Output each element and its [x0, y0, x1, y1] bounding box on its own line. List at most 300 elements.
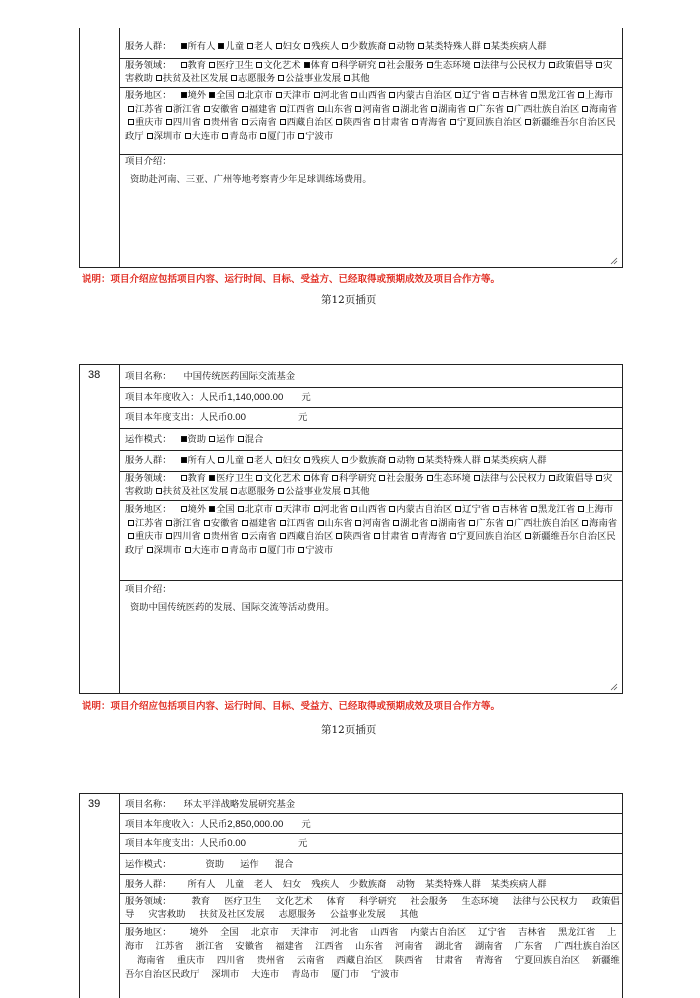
option-crowd-0[interactable]	[188, 879, 216, 890]
option-region-27[interactable]	[277, 531, 334, 542]
option-region-4[interactable]	[311, 504, 349, 515]
checkbox-icon[interactable]	[209, 92, 215, 98]
checkbox-icon[interactable]	[260, 547, 266, 553]
checkbox-icon[interactable]	[204, 520, 210, 526]
option-crowd-3[interactable]	[273, 41, 302, 52]
option-region-22[interactable]	[579, 104, 617, 115]
option-region-9[interactable]	[558, 927, 595, 938]
option-region-19[interactable]	[475, 941, 503, 952]
checkbox-icon[interactable]	[578, 506, 584, 512]
checkbox-icon[interactable]	[242, 119, 248, 125]
checkbox-icon[interactable]	[222, 547, 228, 553]
option-field-5[interactable]	[410, 896, 447, 907]
option-region-23[interactable]	[177, 955, 205, 966]
option-region-1[interactable]	[206, 90, 235, 101]
checkbox-icon[interactable]	[181, 62, 187, 68]
checkbox-icon[interactable]	[493, 92, 499, 98]
option-crowd-2[interactable]	[254, 879, 273, 890]
option-region-28[interactable]	[333, 117, 371, 128]
option-region-12[interactable]	[163, 104, 201, 115]
option-field-2[interactable]	[253, 60, 300, 71]
option-field-0[interactable]	[192, 896, 211, 907]
option-crowd-5[interactable]	[339, 41, 386, 52]
checkbox-icon[interactable]	[525, 119, 531, 125]
checkbox-icon[interactable]	[493, 506, 499, 512]
checkbox-icon[interactable]	[582, 520, 588, 526]
option-region-11[interactable]	[125, 104, 163, 115]
checkbox-icon[interactable]	[318, 520, 324, 526]
option-region-20[interactable]	[466, 518, 504, 529]
checkbox-icon[interactable]	[507, 520, 513, 526]
option-field-2[interactable]	[253, 473, 300, 484]
option-region-23[interactable]	[125, 117, 163, 128]
checkbox-icon[interactable]	[280, 119, 286, 125]
option-crowd-0[interactable]	[178, 455, 216, 466]
checkbox-icon[interactable]	[276, 43, 282, 49]
checkbox-icon[interactable]	[247, 457, 253, 463]
checkbox-icon[interactable]	[181, 43, 187, 49]
checkbox-icon[interactable]	[412, 533, 418, 539]
checkbox-icon[interactable]	[209, 62, 215, 68]
option-region-30[interactable]	[475, 955, 503, 966]
checkbox-icon[interactable]	[238, 506, 244, 512]
option-region-33[interactable]	[211, 969, 239, 980]
checkbox-icon[interactable]	[582, 106, 588, 112]
checkbox-icon[interactable]	[166, 520, 172, 526]
option-mode-2[interactable]	[235, 434, 264, 445]
checkbox-icon[interactable]	[531, 92, 537, 98]
option-region-13[interactable]	[235, 941, 263, 952]
option-region-2[interactable]	[235, 90, 273, 101]
option-field-3[interactable]	[327, 896, 346, 907]
checkbox-icon[interactable]	[418, 457, 424, 463]
checkbox-icon[interactable]	[128, 119, 134, 125]
checkbox-icon[interactable]	[484, 43, 490, 49]
option-region-8[interactable]	[490, 90, 528, 101]
option-field-4[interactable]	[329, 473, 376, 484]
checkbox-icon[interactable]	[389, 43, 395, 49]
option-region-21[interactable]	[504, 518, 579, 529]
checkbox-icon[interactable]	[181, 506, 187, 512]
checkbox-icon[interactable]	[412, 119, 418, 125]
checkbox-icon[interactable]	[276, 506, 282, 512]
option-region-9[interactable]	[528, 90, 575, 101]
option-field-1[interactable]	[224, 896, 261, 907]
option-region-28[interactable]	[333, 531, 371, 542]
option-mode-0[interactable]	[178, 434, 207, 445]
option-region-24[interactable]	[163, 117, 201, 128]
option-field-13[interactable]	[341, 486, 370, 497]
option-region-26[interactable]	[239, 117, 277, 128]
option-region-8[interactable]	[518, 927, 546, 938]
option-crowd-4[interactable]	[301, 41, 339, 52]
option-region-0[interactable]	[190, 927, 209, 938]
checkbox-icon[interactable]	[393, 106, 399, 112]
checkbox-icon[interactable]	[128, 533, 134, 539]
option-field-0[interactable]	[178, 60, 207, 71]
option-crowd-5[interactable]	[349, 879, 386, 890]
option-region-25[interactable]	[257, 955, 285, 966]
option-crowd-7[interactable]	[415, 455, 481, 466]
option-region-15[interactable]	[277, 104, 315, 115]
option-field-1[interactable]	[206, 473, 253, 484]
option-region-24[interactable]	[163, 531, 201, 542]
option-crowd-5[interactable]	[339, 455, 386, 466]
checkbox-icon[interactable]	[147, 133, 153, 139]
option-field-8[interactable]	[546, 473, 593, 484]
checkbox-icon[interactable]	[531, 506, 537, 512]
checkbox-icon[interactable]	[280, 106, 286, 112]
checkbox-icon[interactable]	[280, 520, 286, 526]
option-region-37[interactable]	[295, 131, 333, 142]
checkbox-icon[interactable]	[427, 62, 433, 68]
checkbox-icon[interactable]	[204, 106, 210, 112]
option-region-35[interactable]	[291, 969, 319, 980]
option-region-29[interactable]	[435, 955, 463, 966]
checkbox-icon[interactable]	[474, 62, 480, 68]
option-region-3[interactable]	[291, 927, 319, 938]
checkbox-icon[interactable]	[298, 547, 304, 553]
option-crowd-3[interactable]	[273, 455, 302, 466]
checkbox-icon[interactable]	[469, 106, 475, 112]
checkbox-icon[interactable]	[280, 533, 286, 539]
checkbox-icon[interactable]	[596, 475, 602, 481]
option-crowd-1[interactable]	[215, 455, 244, 466]
option-crowd-0[interactable]	[178, 41, 216, 52]
checkbox-icon[interactable]	[222, 133, 228, 139]
option-region-14[interactable]	[239, 104, 277, 115]
checkbox-icon[interactable]	[181, 457, 187, 463]
option-region-24[interactable]	[217, 955, 245, 966]
option-region-2[interactable]	[251, 927, 279, 938]
option-field-4[interactable]	[359, 896, 396, 907]
option-region-17[interactable]	[352, 104, 390, 115]
option-region-18[interactable]	[435, 941, 463, 952]
option-field-3[interactable]	[301, 473, 330, 484]
checkbox-icon[interactable]	[431, 106, 437, 112]
option-region-25[interactable]	[201, 531, 239, 542]
checkbox-icon[interactable]	[278, 75, 284, 81]
checkbox-icon[interactable]	[181, 92, 187, 98]
option-crowd-1[interactable]	[225, 879, 244, 890]
option-region-28[interactable]	[395, 955, 423, 966]
checkbox-icon[interactable]	[549, 62, 555, 68]
option-field-12[interactable]	[275, 73, 341, 84]
checkbox-icon[interactable]	[336, 533, 342, 539]
option-region-37[interactable]	[371, 969, 399, 980]
option-region-35[interactable]	[219, 131, 257, 142]
checkbox-icon[interactable]	[342, 457, 348, 463]
option-region-11[interactable]	[156, 941, 184, 952]
checkbox-icon[interactable]	[276, 92, 282, 98]
option-region-34[interactable]	[182, 545, 220, 556]
checkbox-icon[interactable]	[128, 520, 134, 526]
checkbox-icon[interactable]	[238, 436, 244, 442]
checkbox-icon[interactable]	[389, 506, 395, 512]
checkbox-icon[interactable]	[389, 92, 395, 98]
option-region-36[interactable]	[257, 545, 295, 556]
option-region-11[interactable]	[125, 518, 163, 529]
option-region-16[interactable]	[315, 518, 353, 529]
checkbox-icon[interactable]	[181, 475, 187, 481]
option-region-6[interactable]	[386, 90, 452, 101]
option-field-5[interactable]	[376, 60, 423, 71]
option-crowd-6[interactable]	[386, 41, 415, 52]
option-region-15[interactable]	[315, 941, 343, 952]
checkbox-icon[interactable]	[242, 520, 248, 526]
checkbox-icon[interactable]	[166, 533, 172, 539]
option-crowd-4[interactable]	[301, 455, 339, 466]
option-region-29[interactable]	[371, 531, 409, 542]
option-crowd-4[interactable]	[311, 879, 339, 890]
option-region-0[interactable]	[178, 504, 207, 515]
checkbox-icon[interactable]	[474, 475, 480, 481]
checkbox-icon[interactable]	[351, 92, 357, 98]
option-region-14[interactable]	[275, 941, 303, 952]
option-crowd-8[interactable]	[481, 455, 547, 466]
checkbox-icon[interactable]	[379, 62, 385, 68]
checkbox-icon[interactable]	[314, 92, 320, 98]
option-field-7[interactable]	[471, 60, 546, 71]
option-crowd-6[interactable]	[386, 455, 415, 466]
checkbox-icon[interactable]	[276, 457, 282, 463]
option-region-21[interactable]	[504, 104, 579, 115]
checkbox-icon[interactable]	[469, 520, 475, 526]
option-region-13[interactable]	[201, 104, 239, 115]
option-region-1[interactable]	[206, 504, 235, 515]
option-region-13[interactable]	[201, 518, 239, 529]
option-region-30[interactable]	[409, 531, 447, 542]
option-region-2[interactable]	[235, 504, 273, 515]
checkbox-icon[interactable]	[260, 133, 266, 139]
checkbox-icon[interactable]	[332, 475, 338, 481]
option-region-9[interactable]	[528, 504, 575, 515]
option-field-13[interactable]	[341, 73, 370, 84]
option-field-11[interactable]	[228, 73, 275, 84]
checkbox-icon[interactable]	[393, 520, 399, 526]
resize-grip-icon[interactable]	[610, 257, 618, 265]
option-mode-0[interactable]	[206, 859, 225, 870]
option-region-4[interactable]	[331, 927, 359, 938]
option-region-5[interactable]	[348, 504, 386, 515]
checkbox-icon[interactable]	[455, 92, 461, 98]
option-region-37[interactable]	[295, 545, 333, 556]
option-region-36[interactable]	[331, 969, 359, 980]
option-region-8[interactable]	[490, 504, 528, 515]
checkbox-icon[interactable]	[344, 488, 350, 494]
checkbox-icon[interactable]	[351, 506, 357, 512]
option-region-3[interactable]	[273, 90, 311, 101]
option-crowd-8[interactable]	[481, 41, 547, 52]
option-region-26[interactable]	[297, 955, 325, 966]
option-region-20[interactable]	[466, 104, 504, 115]
option-region-25[interactable]	[201, 117, 239, 128]
checkbox-icon[interactable]	[242, 106, 248, 112]
checkbox-icon[interactable]	[355, 520, 361, 526]
option-field-13[interactable]	[400, 909, 419, 920]
checkbox-icon[interactable]	[336, 119, 342, 125]
option-field-11[interactable]	[228, 486, 275, 497]
option-region-7[interactable]	[478, 927, 506, 938]
checkbox-icon[interactable]	[156, 75, 162, 81]
option-field-0[interactable]	[178, 473, 207, 484]
option-crowd-6[interactable]	[396, 879, 415, 890]
checkbox-icon[interactable]	[450, 533, 456, 539]
checkbox-icon[interactable]	[231, 488, 237, 494]
checkbox-icon[interactable]	[596, 62, 602, 68]
option-region-31[interactable]	[447, 117, 522, 128]
option-region-22[interactable]	[579, 518, 617, 529]
resize-grip-icon[interactable]	[610, 683, 618, 691]
option-region-27[interactable]	[337, 955, 384, 966]
checkbox-icon[interactable]	[578, 92, 584, 98]
checkbox-icon[interactable]	[314, 506, 320, 512]
option-field-4[interactable]	[329, 60, 376, 71]
checkbox-icon[interactable]	[431, 520, 437, 526]
option-region-20[interactable]	[515, 941, 543, 952]
option-mode-1[interactable]	[240, 859, 259, 870]
checkbox-icon[interactable]	[355, 106, 361, 112]
checkbox-icon[interactable]	[209, 506, 215, 512]
option-region-10[interactable]	[575, 504, 613, 515]
checkbox-icon[interactable]	[181, 436, 187, 442]
option-region-7[interactable]	[452, 504, 490, 515]
option-crowd-2[interactable]	[244, 41, 273, 52]
option-region-30[interactable]	[409, 117, 447, 128]
option-region-26[interactable]	[239, 531, 277, 542]
option-region-7[interactable]	[452, 90, 490, 101]
checkbox-icon[interactable]	[342, 43, 348, 49]
option-region-35[interactable]	[219, 545, 257, 556]
checkbox-icon[interactable]	[204, 533, 210, 539]
checkbox-icon[interactable]	[379, 475, 385, 481]
checkbox-icon[interactable]	[374, 533, 380, 539]
checkbox-icon[interactable]	[209, 475, 215, 481]
option-region-31[interactable]	[515, 955, 580, 966]
option-region-12[interactable]	[196, 941, 224, 952]
checkbox-icon[interactable]	[185, 133, 191, 139]
option-field-5[interactable]	[376, 473, 423, 484]
option-crowd-7[interactable]	[415, 41, 481, 52]
option-region-6[interactable]	[386, 504, 452, 515]
option-region-21[interactable]	[555, 941, 620, 952]
option-field-10[interactable]	[153, 486, 228, 497]
checkbox-icon[interactable]	[278, 488, 284, 494]
checkbox-icon[interactable]	[247, 43, 253, 49]
checkbox-icon[interactable]	[218, 457, 224, 463]
option-region-5[interactable]	[348, 90, 386, 101]
checkbox-icon[interactable]	[304, 457, 310, 463]
checkbox-icon[interactable]	[389, 457, 395, 463]
option-region-10[interactable]	[575, 90, 613, 101]
option-region-33[interactable]	[144, 545, 182, 556]
checkbox-icon[interactable]	[304, 475, 310, 481]
checkbox-icon[interactable]	[525, 533, 531, 539]
option-region-12[interactable]	[163, 518, 201, 529]
option-field-10[interactable]	[153, 73, 228, 84]
option-region-33[interactable]	[144, 131, 182, 142]
option-region-19[interactable]	[428, 518, 466, 529]
option-region-3[interactable]	[273, 504, 311, 515]
option-field-3[interactable]	[301, 60, 330, 71]
option-crowd-3[interactable]	[283, 879, 302, 890]
option-field-12[interactable]	[330, 909, 386, 920]
option-field-7[interactable]	[513, 896, 578, 907]
option-field-12[interactable]	[275, 486, 341, 497]
checkbox-icon[interactable]	[256, 475, 262, 481]
checkbox-icon[interactable]	[238, 92, 244, 98]
checkbox-icon[interactable]	[166, 119, 172, 125]
option-field-7[interactable]	[471, 473, 546, 484]
checkbox-icon[interactable]	[549, 475, 555, 481]
checkbox-icon[interactable]	[242, 533, 248, 539]
option-field-6[interactable]	[424, 60, 471, 71]
option-mode-1[interactable]	[206, 434, 235, 445]
option-field-6[interactable]	[424, 473, 471, 484]
option-region-15[interactable]	[277, 518, 315, 529]
checkbox-icon[interactable]	[204, 119, 210, 125]
option-crowd-2[interactable]	[244, 455, 273, 466]
checkbox-icon[interactable]	[374, 119, 380, 125]
option-region-16[interactable]	[355, 941, 383, 952]
checkbox-icon[interactable]	[128, 106, 134, 112]
option-region-1[interactable]	[220, 927, 239, 938]
option-region-5[interactable]	[370, 927, 398, 938]
option-region-31[interactable]	[447, 531, 522, 542]
checkbox-icon[interactable]	[231, 75, 237, 81]
option-field-8[interactable]	[546, 60, 593, 71]
option-region-16[interactable]	[315, 104, 353, 115]
option-field-6[interactable]	[462, 896, 499, 907]
option-region-34[interactable]	[182, 131, 220, 142]
checkbox-icon[interactable]	[166, 106, 172, 112]
checkbox-icon[interactable]	[418, 43, 424, 49]
checkbox-icon[interactable]	[318, 106, 324, 112]
option-region-6[interactable]	[410, 927, 466, 938]
option-region-34[interactable]	[251, 969, 279, 980]
checkbox-icon[interactable]	[507, 106, 513, 112]
checkbox-icon[interactable]	[156, 488, 162, 494]
option-crowd-7[interactable]	[425, 879, 481, 890]
option-region-14[interactable]	[239, 518, 277, 529]
checkbox-icon[interactable]	[427, 475, 433, 481]
checkbox-icon[interactable]	[185, 547, 191, 553]
checkbox-icon[interactable]	[450, 119, 456, 125]
option-region-4[interactable]	[311, 90, 349, 101]
checkbox-icon[interactable]	[484, 457, 490, 463]
checkbox-icon[interactable]	[147, 547, 153, 553]
option-crowd-1[interactable]	[215, 41, 244, 52]
checkbox-icon[interactable]	[298, 133, 304, 139]
option-region-27[interactable]	[277, 117, 334, 128]
checkbox-icon[interactable]	[304, 62, 310, 68]
option-region-23[interactable]	[125, 531, 163, 542]
checkbox-icon[interactable]	[304, 43, 310, 49]
option-region-18[interactable]	[390, 518, 428, 529]
checkbox-icon[interactable]	[332, 62, 338, 68]
checkbox-icon[interactable]	[218, 43, 224, 49]
option-mode-2[interactable]	[275, 859, 294, 870]
option-field-11[interactable]	[279, 909, 316, 920]
option-region-17[interactable]	[395, 941, 423, 952]
option-crowd-8[interactable]	[491, 879, 547, 890]
option-field-1[interactable]	[206, 60, 253, 71]
option-field-2[interactable]	[275, 896, 312, 907]
checkbox-icon[interactable]	[256, 62, 262, 68]
option-field-10[interactable]	[200, 909, 265, 920]
option-region-18[interactable]	[390, 104, 428, 115]
option-region-0[interactable]	[178, 90, 207, 101]
